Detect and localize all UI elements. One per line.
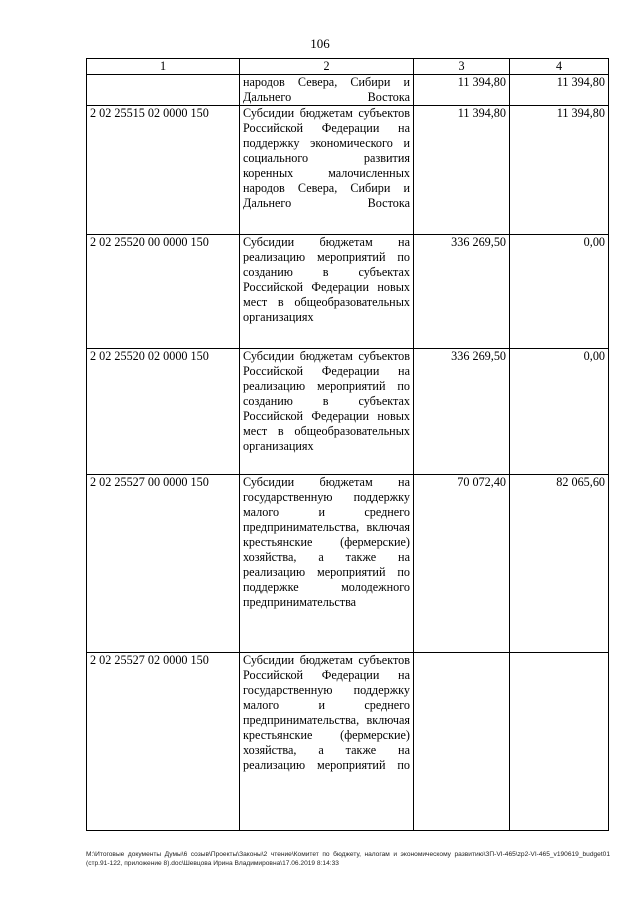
value-column-3: 11 394,80 xyxy=(414,106,510,235)
value-column-4 xyxy=(510,653,609,831)
value-column-3 xyxy=(414,653,510,831)
budget-description: Субсидии бюджетам субъектов Российской Федерации на государственную поддержку малого и среднего предпринимательства, включая крестьянские (фермерские) хозяйства, а также на реализацию мероприятий по xyxy=(240,653,414,831)
table-row xyxy=(87,75,609,106)
value-column-4: 0,00 xyxy=(510,235,609,349)
table-row xyxy=(87,235,609,349)
table-row xyxy=(87,475,609,653)
value-column-4: 82 065,60 xyxy=(510,475,609,653)
budget-code: 2 02 25515 02 0000 150 xyxy=(87,106,240,235)
table-row xyxy=(87,653,609,831)
value-column-4: 11 394,80 xyxy=(510,75,609,106)
table-row xyxy=(87,349,609,475)
budget-table xyxy=(86,58,609,831)
document-file-path: M:\Итоговые документы Думы\6 созыв\Проекты\Законы\2 чтение\Комитет по бюджету, налогам и экономическому развитию\ЗП-VI-465\zp2-VI-465_v190619_budget01 (стр.91-122, приложение 8).doc\Шевцова Ирина Владимировна\17.06.2019 8:14:33 xyxy=(86,851,610,867)
value-column-3: 336 269,50 xyxy=(414,349,510,475)
budget-description: Субсидии бюджетам субъектов Российской Федерации на поддержку экономического и социального развития коренных малочисленных народов Севера, Сибири и Дальнего Востока xyxy=(240,106,414,235)
budget-code: 2 02 25527 02 0000 150 xyxy=(87,653,240,831)
budget-code: 2 02 25527 00 0000 150 xyxy=(87,475,240,653)
column-header-2: 2 xyxy=(240,59,414,75)
table-row xyxy=(87,106,609,235)
budget-description: народов Севера, Сибири и Дальнего Востока xyxy=(240,75,414,106)
value-column-3: 70 072,40 xyxy=(414,475,510,653)
value-column-3: 11 394,80 xyxy=(414,75,510,106)
value-column-4: 0,00 xyxy=(510,349,609,475)
budget-description: Субсидии бюджетам на реализацию мероприятий по созданию в субъектах Российской Федерации новых мест в общеобразовательных организациях xyxy=(240,235,414,349)
column-header-3: 3 xyxy=(414,59,510,75)
budget-code: 2 02 25520 02 0000 150 xyxy=(87,349,240,475)
column-header-4: 4 xyxy=(510,59,609,75)
value-column-4: 11 394,80 xyxy=(510,106,609,235)
value-column-3: 336 269,50 xyxy=(414,235,510,349)
budget-code xyxy=(87,75,240,106)
column-number-row xyxy=(87,59,609,75)
column-header-1: 1 xyxy=(87,59,240,75)
budget-description: Субсидии бюджетам на государственную поддержку малого и среднего предпринимательства, включая крестьянские (фермерские) хозяйства, а также на реализацию мероприятий по поддержке молодежного предпринимательства xyxy=(240,475,414,653)
budget-description: Субсидии бюджетам субъектов Российской Федерации на реализацию мероприятий по созданию в субъектах Российской Федерации новых мест в общеобразовательных организациях xyxy=(240,349,414,475)
budget-code: 2 02 25520 00 0000 150 xyxy=(87,235,240,349)
page-number: 106 xyxy=(310,36,330,51)
